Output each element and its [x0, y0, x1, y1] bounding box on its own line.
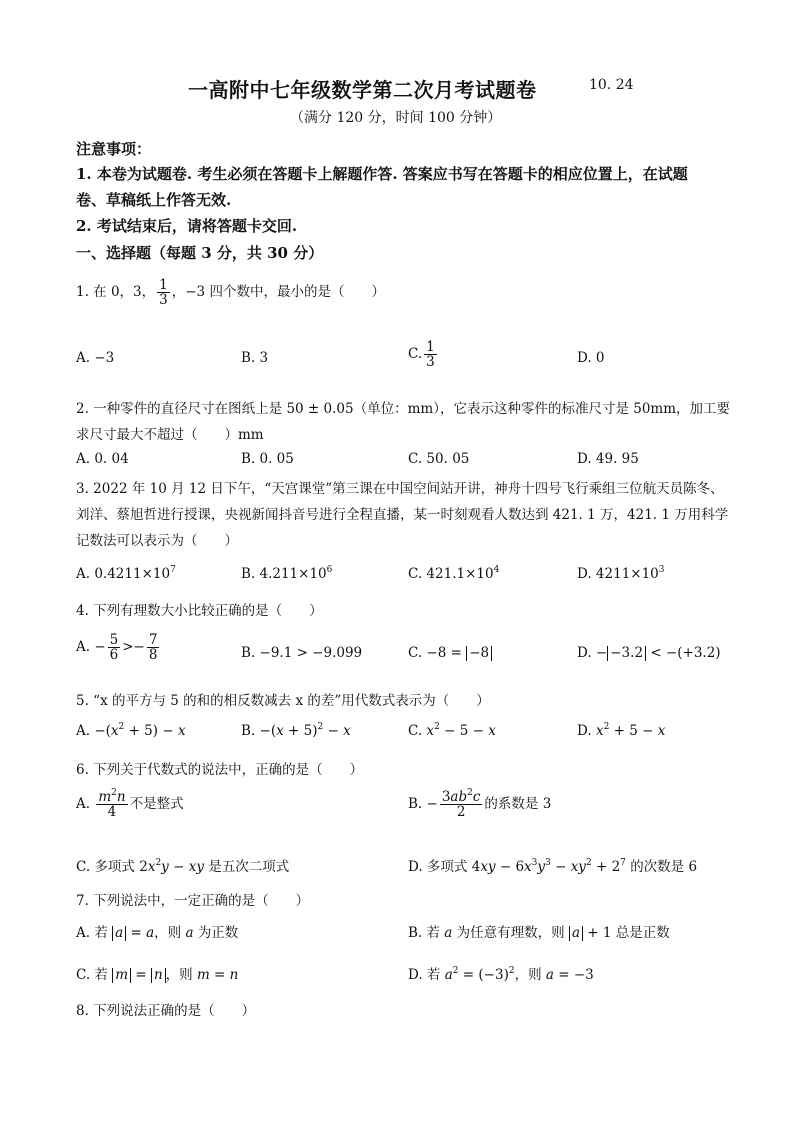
q1-fraction-one-third: $\frac{1}{3}$ — [159, 277, 168, 309]
q6-option-c: C. 多项式 $2x^2y$ − xy 是五次二项式 — [76, 858, 290, 875]
q5-option-b: B. $-(x + 5)^2 - x$ — [241, 722, 351, 739]
question-8-stem: 8. 下列说法正确的是（ ） — [76, 1003, 256, 1019]
q6-option-b: B. − $\frac{3ab^2c}{2}$ 的系数是 3 — [408, 788, 552, 821]
q7-option-c: C. 若 m = n ，则 m = n — [76, 967, 239, 983]
exam-date: 10. 24 — [589, 77, 634, 93]
q5-option-a: A. $-(x^2 + 5) - x$ — [76, 722, 186, 739]
q7-option-a-text: 为正数 — [197, 925, 239, 941]
q1-option-c-label: C. — [408, 346, 423, 363]
q4-option-b: B. −9.1 > −9.099 — [241, 645, 363, 661]
q6-option-a: A. $\frac{m^2n}{4}$ 不是整式 — [76, 788, 184, 821]
q6-option-a-text: 不是整式 — [129, 796, 184, 813]
q6-option-c-text: 是五次二项式 — [208, 859, 290, 875]
q7-option-d: D. 若 $a^2 = (-3)^2$，则 a = −3 — [408, 966, 594, 983]
q3-option-a: A. $0.4211\times 10^7$ — [76, 565, 176, 582]
q7-option-a: A. 若 a = a，则 a 为正数 — [76, 925, 239, 941]
q6-option-d: D. 多项式 $4xy - 6x^3y^3 - xy^2 + 2^7$ 的次数是 6 — [408, 858, 698, 875]
q7-option-b: B. 若 a 为任意有理数，则 a + 1 总是正数 — [408, 925, 670, 941]
exam-title: 一高附中七年级数学第二次月考试题卷 — [188, 78, 537, 102]
exam-subtitle: （满分 120 分，时间 100 分钟） — [290, 110, 502, 126]
q6-option-b-text: 的系数是 3 — [484, 796, 552, 813]
question-3-line-2: 刘洋、蔡旭哲进行授课，央视新闻抖音号进行全程直播，某一时刻观看人数达到 421. 1 万，421. 1 万用科学 — [76, 507, 729, 523]
q5-option-d: D. $x^2 + 5 - x$ — [577, 722, 666, 739]
notes-line-3: 2. 考试结束后，请将答题卡交回. — [76, 217, 298, 235]
q1-option-a: A. −3 — [76, 350, 115, 366]
q3-option-d: D. $4211\times 10^3$ — [577, 565, 665, 582]
question-7-stem: 7. 下列说法中，一定正确的是（ ） — [76, 893, 310, 909]
question-5-stem: 5. “x 的平方与 5 的和的相反数减去 x 的差”用代数式表示为（ ） — [76, 693, 490, 709]
q4-option-d: D. − −3.2 < −(+3.2) — [577, 645, 721, 661]
question-4-stem: 4. 下列有理数大小比较正确的是（ ） — [76, 603, 323, 619]
q1-prefix: 1. 在 0，3， — [76, 284, 156, 301]
q5-option-c: C. $x^2 - 5 - x$ — [408, 722, 496, 739]
question-3-line-1: 3. 2022 年 10 月 12 日下午，“天宫课堂”第三课在中国空间站开讲，神舟十四号飞行乘组三位航天员陈冬、 — [76, 481, 724, 497]
notes-heading: 注意事项： — [76, 140, 152, 158]
q2-option-a: A. 0. 04 — [76, 451, 129, 467]
q3-option-b: B. $4.211\times 10^6$ — [241, 565, 333, 582]
q1-option-b: B. 3 — [241, 350, 269, 366]
q4-option-a: A. − $\frac{5}{6}$ >− $\frac{7}{8}$ — [76, 632, 158, 664]
notes-line-2: 卷、草稿纸上作答无效. — [76, 191, 232, 209]
question-2-line-2: 求尺寸最大不超过（ ）mm — [76, 427, 264, 443]
q4-option-c: C. −8 = −8 — [408, 645, 492, 661]
q3-option-c: C. $421.1\times 10^4$ — [408, 565, 500, 582]
q1-suffix: ，−3 四个数中，最小的是（ ） — [171, 284, 385, 301]
question-2-line-1: 2. 一种零件的直径尺寸在图纸上是 50 ± 0.05（单位：mm），它表示这种零件的标准尺寸是 50mm，加工要 — [76, 401, 731, 417]
notes-line-1: 1. 本卷为试题卷. 考生必须在答题卡上解题作答. 答案应书写在答题卡的相应位置上，在试题 — [76, 165, 688, 183]
section-title: 一、选择题（每题 3 分，共 30 分） — [76, 244, 324, 262]
q7-option-b-text: 总是正数 — [615, 925, 670, 941]
question-3-line-3: 记数法可以表示为（ ） — [76, 533, 238, 549]
q6-option-d-text: 的次数是 6 — [630, 859, 698, 875]
q2-option-c: C. 50. 05 — [408, 451, 470, 467]
q2-option-b: B. 0. 05 — [241, 451, 294, 467]
q1-option-d: D. 0 — [577, 350, 605, 366]
q1-option-c: C. $\frac{1}{3}$ — [408, 339, 435, 371]
question-1-stem — [76, 278, 385, 307]
q2-option-d: D. 49. 95 — [577, 451, 639, 467]
question-6-stem: 6. 下列关于代数式的说法中，正确的是（ ） — [76, 762, 364, 778]
